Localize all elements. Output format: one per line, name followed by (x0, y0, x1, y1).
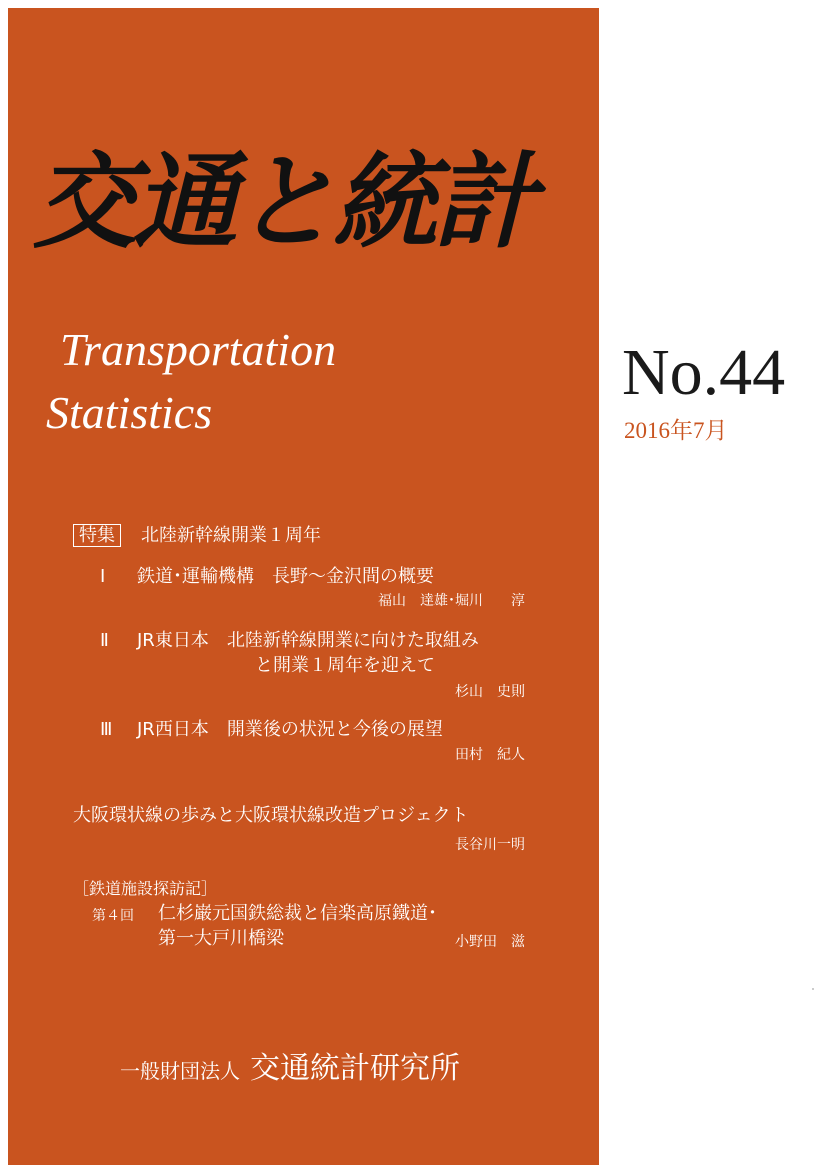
series-author: 小野田 滋 (455, 934, 525, 950)
article-1-number: Ⅰ (100, 566, 106, 587)
feature-title: 北陸新幹線開業１周年 (141, 525, 321, 546)
publisher-prefix: 一般財団法人 (120, 1059, 240, 1083)
osaka-article-title: 大阪環状線の歩みと大阪環状線改造プロジェクト (73, 805, 469, 826)
issue-date: 2016年7月 (624, 418, 728, 443)
article-3-title: JR西日本 開業後の状況と今後の展望 (137, 719, 443, 740)
issue-number: No.44 (622, 336, 786, 409)
article-3-author: 田村 紀人 (455, 747, 525, 763)
scan-speck (812, 988, 814, 990)
article-2-title-line2: と開業１周年を迎えて (255, 655, 435, 676)
article-2-title-line1: JR東日本 北陸新幹線開業に向けた取組み (137, 630, 479, 651)
article-2-author: 杉山 史則 (455, 684, 525, 700)
publisher (120, 1043, 500, 1087)
journal-title-en-line1: Transportation (60, 324, 337, 375)
series-title-line1: 仁杉巌元国鉄総裁と信楽高原鐵道･ (158, 903, 437, 924)
publisher-name: 交通統計研究所 (250, 1051, 460, 1086)
feature-heading (73, 525, 321, 547)
article-1-title: 鉄道･運輸機構 長野～金沢間の概要 (137, 566, 434, 587)
feature-tag: 特集 (73, 524, 121, 547)
article-3-number: Ⅲ (100, 719, 113, 740)
osaka-article-author: 長谷川一明 (455, 837, 525, 853)
journal-title-en-line2: Statistics (46, 387, 213, 438)
series-title-line2: 第一大戸川橋梁 (158, 928, 284, 949)
series-episode: 第４回 (92, 908, 134, 924)
journal-title-ja: 交通と統計 (33, 141, 534, 263)
series-header: ［鉄道施設探訪記］ (73, 879, 218, 898)
article-1-author: 福山 達雄･堀川 淳 (378, 593, 525, 609)
article-2-number: Ⅱ (100, 630, 109, 651)
